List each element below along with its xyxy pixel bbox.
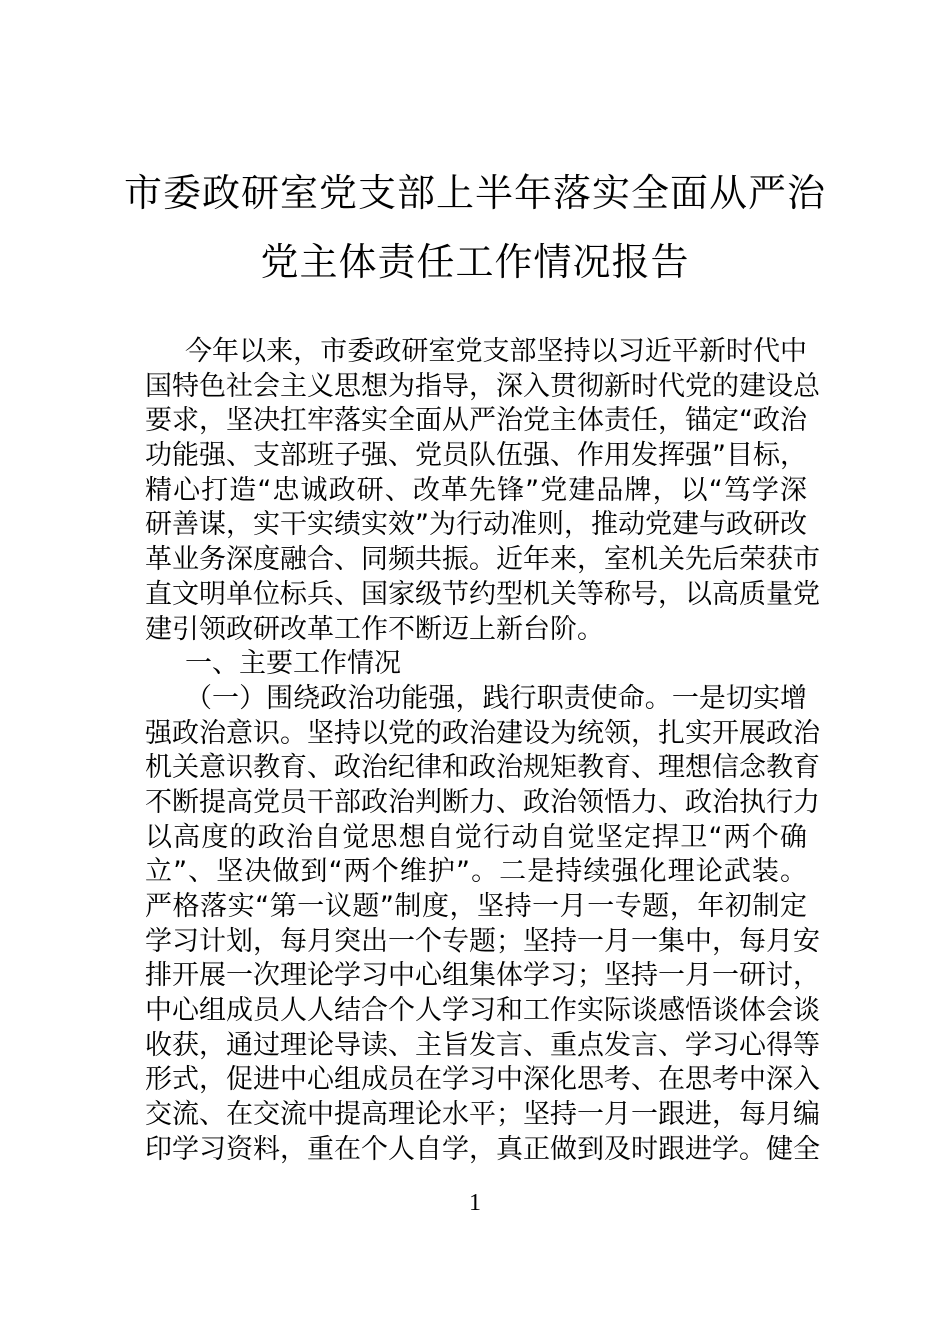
body-text-line: 功能强、支部班子强、党员队伍强、作用发挥强”目标， xyxy=(145,440,807,472)
body-text-line: 收获，通过理论导读、主旨发言、重点发言、学习心得等 xyxy=(145,1029,820,1061)
body-text-line: 印学习资料，重在个人自学，真正做到及时跟进学。健全 xyxy=(145,1133,820,1165)
body-text-line: 形式，促进中心组成员在学习中深化思考、在思考中深入 xyxy=(145,1064,820,1096)
body-text-line: 直文明单位标兵、国家级节约型机关等称号，以高质量党 xyxy=(145,578,820,610)
body-text-line: 革业务深度融合、同频共振。近年来，室机关先后荣获市 xyxy=(145,544,820,576)
body-text-line: 以高度的政治自觉思想自觉行动自觉坚定捍卫“两个确 xyxy=(145,821,807,853)
body-text-line: 研善谋，实干实绩实效”为行动准则，推动党建与政研改 xyxy=(145,509,807,541)
document-title-line-1: 市委政研室党支部上半年落实全面从严治 xyxy=(123,171,826,215)
body-text-line: 中心组成员人人结合个人学习和工作实际谈感悟谈体会谈 xyxy=(145,995,820,1027)
body-text-line: 不断提高党员干部政治判断力、政治领悟力、政治执行力 xyxy=(145,786,820,818)
page-number: 1 xyxy=(469,1190,481,1216)
body-text-line: 强政治意识。坚持以党的政治建设为统领，扎实开展政治 xyxy=(145,717,820,749)
body-text-line: 排开展一次理论学习中心组集体学习；坚持一月一研讨， xyxy=(145,960,820,992)
document-title-line-2: 党主体责任工作情况报告 xyxy=(260,240,690,284)
body-text-line: （一）围绕政治功能强，践行职责使命。一是切实增 xyxy=(185,682,807,714)
body-text-line: 国特色社会主义思想为指导，深入贯彻新时代党的建设总 xyxy=(145,370,820,402)
section-heading: 一、主要工作情况 xyxy=(185,648,401,680)
body-text-line: 立”、坚决做到“两个维护”。二是持续强化理论武装。 xyxy=(145,856,807,888)
body-text-line: 今年以来，市委政研室党支部坚持以习近平新时代中 xyxy=(185,336,807,367)
body-text-line: 要求，坚决扛牢落实全面从严治党主体责任，锚定“政治 xyxy=(145,405,807,437)
body-text-line: 交流、在交流中提高理论水平；坚持一月一跟进，每月编 xyxy=(145,1099,820,1131)
body-text-line: 精心打造“忠诚政研、改革先锋”党建品牌，以“笃学深 xyxy=(145,474,807,506)
body-text-line: 机关意识教育、政治纪律和政治规矩教育、理想信念教育 xyxy=(145,752,820,784)
document-body xyxy=(145,335,820,1168)
body-text-line: 学习计划，每月突出一个专题；坚持一月一集中，每月安 xyxy=(145,925,820,957)
body-text-line: 严格落实“第一议题”制度，坚持一月一专题，年初制定 xyxy=(145,891,807,922)
body-text-line: 建引领政研改革工作不断迈上新台阶。 xyxy=(145,613,604,645)
